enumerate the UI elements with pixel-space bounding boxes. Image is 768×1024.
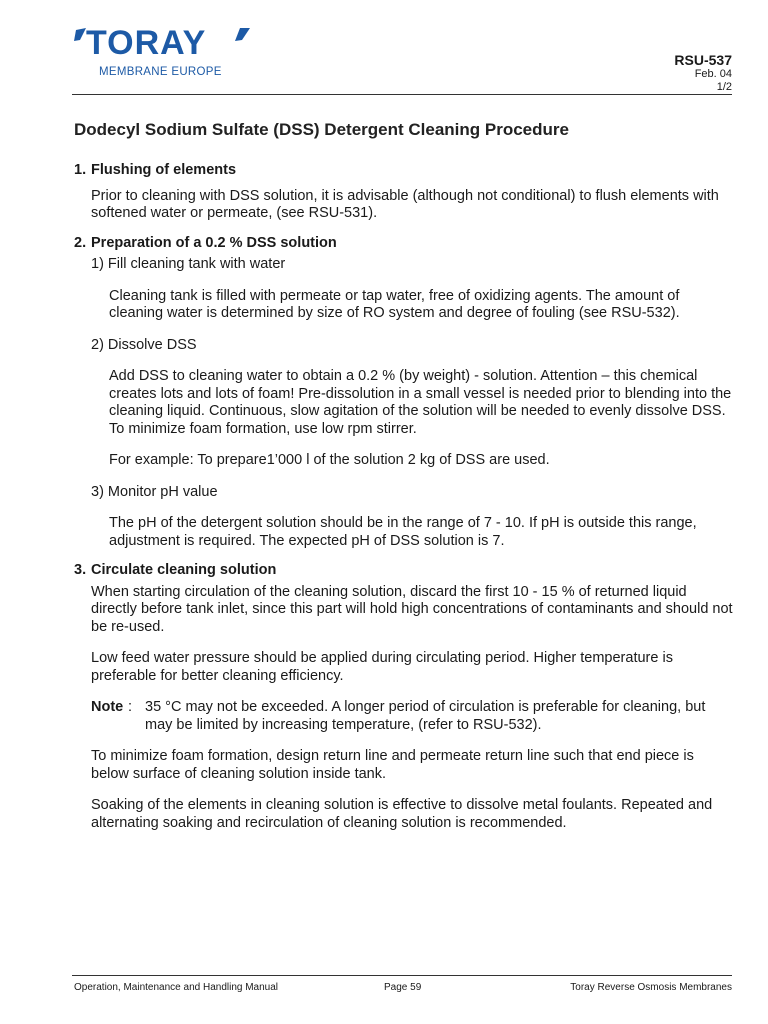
section-body [91, 188, 734, 223]
document-title: Dodecyl Sodium Sulfate (DSS) Detergent Cleaning Procedure [74, 120, 569, 139]
footer-manual-title: Operation, Maintenance and Handling Manual [74, 982, 279, 993]
header-divider [72, 94, 732, 95]
section-number: 3. [74, 562, 87, 578]
paragraph: To minimize foam formation, design return line and permeate return line such that end piece is below surface of cleaning solution inside tank. [91, 748, 694, 782]
footer-page-number: Page 59 [384, 982, 422, 993]
step-label: 1) Fill cleaning tank with water [91, 256, 286, 272]
step-body [109, 368, 734, 470]
document-code: RSU-537 [674, 52, 732, 68]
section-body [91, 256, 734, 550]
paragraph: Low feed water pressure should be applied during circulating period. Higher temperature is preferable for better cleaning efficiency. [91, 650, 673, 684]
paragraph: Prior to cleaning with DSS solution, it is advisable (although not conditional) to flush elements with softened water or permeate, (see RSU-531). [91, 187, 719, 221]
section-body [91, 584, 734, 833]
step-body [109, 515, 734, 550]
footer-product-line: Toray Reverse Osmosis Membranes [570, 982, 732, 993]
toray-logo [72, 24, 252, 84]
paragraph: When starting circulation of the cleaning solution, discard the first 10 - 15 % of returned liquid directly before tank inlet, since this part will hold high concentrations of contaminants and should not be re-used. [91, 583, 733, 635]
section-title: Circulate cleaning solution [91, 562, 277, 578]
paragraph: Add DSS to cleaning water to obtain a 0.2 % (by weight) - solution. Attention – this chemical creates lots and lots of foam! Pre-dissolution in a small vessel is needed prior to blending into the cleaning liquid. Continuous, slow agitation of the solution will be needed to evenly dissolve DSS. To minimize foam formation, use low rpm stirrer. [109, 368, 732, 437]
document-page-count: 1/2 [716, 81, 732, 93]
section-title: Preparation of a 0.2 % DSS solution [91, 234, 337, 251]
document-meta [674, 52, 732, 94]
logo-wordmark: TORAY [86, 24, 207, 62]
step-label: 2) Dissolve DSS [91, 336, 197, 353]
footer-divider [72, 975, 732, 976]
section-number: 2. [74, 234, 87, 251]
note [91, 699, 734, 734]
document-date: Feb. 04 [694, 68, 732, 80]
paragraph: The pH of the detergent solution should be in the range of 7 - 10. If pH is outside this range, adjustment is required. The expected pH of DSS solution is 7. [109, 515, 697, 549]
note-text: 35 °C may not be exceeded. A longer period of circulation is preferable for cleaning, but may be limited by increasing temperature, (refer to RSU-532). [145, 699, 706, 733]
note-label: Note [91, 699, 124, 715]
paragraph: Cleaning tank is filled with permeate or tap water, free of oxidizing agents. The amount of cleaning water is determined by size of RO system and degree of fouling (see RSU-532). [109, 287, 680, 321]
document-body [74, 118, 734, 832]
step-body [109, 288, 734, 323]
note-separator: : [128, 699, 133, 715]
section-heading [74, 162, 734, 180]
step-label: 3) Monitor pH value [91, 483, 218, 500]
section-heading [74, 235, 734, 253]
paragraph: For example: To prepare1’000 l of the solution 2 kg of DSS are used. [109, 452, 550, 468]
paragraph: Soaking of the elements in cleaning solution is effective to dissolve metal foulants. Repeated and alternating soaking and recirculation of cleaning solution is recommended. [91, 797, 713, 831]
section-number: 1. [74, 162, 87, 178]
logo-subtext: MEMBRANE EUROPE [99, 66, 222, 78]
section-heading [74, 562, 734, 580]
section-title: Flushing of elements [91, 162, 237, 178]
